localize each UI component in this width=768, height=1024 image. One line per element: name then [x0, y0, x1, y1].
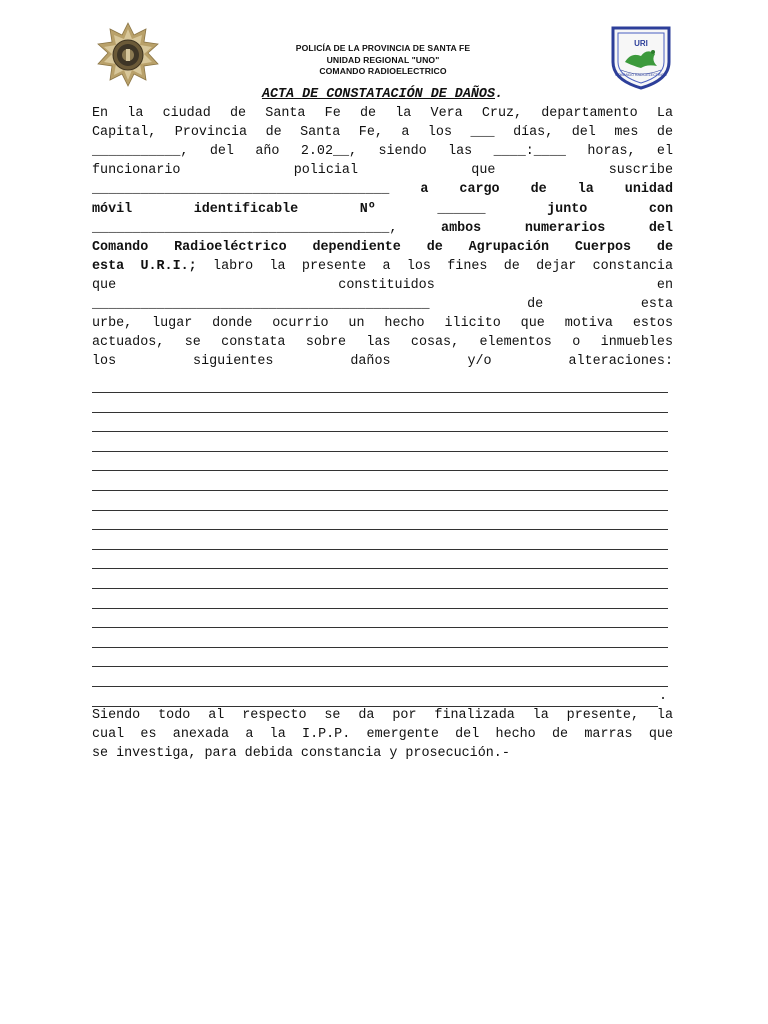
- blank-line[interactable]: [92, 530, 668, 550]
- damage-description-lines: [92, 373, 673, 706]
- blank-line[interactable]: [92, 609, 668, 629]
- blank-line[interactable]: [92, 569, 668, 589]
- blank-line[interactable]: [92, 413, 668, 433]
- final-blank-line: [92, 687, 673, 706]
- blank-line[interactable]: [92, 373, 668, 393]
- body-line: cual es anexada a la I.P.P. emergente del hecho de marras que: [92, 727, 673, 743]
- command-name: COMANDO RADIOELECTRICO: [319, 66, 447, 76]
- body-line: [92, 295, 673, 314]
- officer-name-blank[interactable]: _____________________________________: [92, 182, 390, 198]
- body-bold-text: esta U.R.I.;: [92, 258, 197, 274]
- right-logo-caption: COMANDO RADIOELECTRICO: [615, 73, 667, 77]
- document-body: [92, 85, 673, 763]
- body-bold-text: ambos numerarios del: [441, 220, 673, 236]
- body-line: [92, 219, 673, 238]
- blank-line[interactable]: [92, 471, 668, 491]
- body-bold-text: a cargo de la unidad: [420, 182, 673, 198]
- blank-line[interactable]: [92, 687, 658, 707]
- blank-line[interactable]: [92, 628, 668, 648]
- body-line: [92, 180, 673, 199]
- final-period: .: [659, 688, 668, 704]
- body-line: Comando Radioeléctrico dependiente de Agrupación Cuerpos de: [92, 239, 673, 255]
- body-line: [92, 257, 673, 276]
- body-text: labro la presente a los fines de dejar constancia: [213, 258, 673, 274]
- body-line: urbe, lugar donde ocurrio un hecho ilicito que motiva estos: [92, 316, 673, 332]
- title-text: ACTA DE CONSTATACIÓN DE DAÑOS: [261, 87, 495, 102]
- body-line: que constituidos en: [92, 277, 673, 293]
- body-line: En la ciudad de Santa Fe de la Vera Cruz, departamento La: [92, 106, 673, 122]
- blank-line[interactable]: [92, 511, 668, 531]
- right-logo-uri: URI: [634, 39, 648, 48]
- blank-line[interactable]: [92, 550, 668, 570]
- body-line: móvil identificable Nº ______ junto con: [92, 201, 673, 217]
- police-star-badge-icon: [90, 22, 166, 88]
- title-period: .: [495, 87, 504, 102]
- body-line: se investiga, para debida constancia y prosecución.-: [92, 746, 510, 762]
- body-line: funcionario policial que suscribe: [92, 163, 673, 179]
- body-line: actuados, se constata sobre las cosas, elementos o inmuebles: [92, 335, 673, 351]
- blank-line[interactable]: [92, 648, 668, 668]
- partner-name-blank[interactable]: _____________________________________,: [92, 220, 398, 236]
- closing-paragraph: [92, 706, 673, 763]
- institution-name: POLICÍA DE LA PROVINCIA DE SANTA FE: [295, 43, 471, 53]
- body-line: Siendo todo al respecto se da por finalizada la presente, la: [92, 708, 673, 723]
- uri-comando-radioelectrico-shield-icon: [607, 22, 675, 90]
- location-blank[interactable]: __________________________________________: [92, 297, 430, 313]
- body-text: de esta: [527, 297, 673, 313]
- blank-line[interactable]: [92, 491, 668, 511]
- blank-line[interactable]: [92, 432, 668, 452]
- body-line: los siguientes daños y/o alteraciones:: [92, 354, 673, 370]
- document-title: [92, 85, 673, 104]
- body-line: Capital, Provincia de Santa Fe, a los ___ días, del mes de: [92, 125, 673, 141]
- regional-unit: UNIDAD REGIONAL "UNO": [326, 54, 440, 65]
- letterhead: [0, 0, 768, 90]
- letterhead-text: [230, 43, 536, 78]
- blank-line[interactable]: [92, 452, 668, 472]
- body-line: ___________, del año 2.02__, siendo las ____:____ horas, el: [92, 144, 673, 160]
- blank-line[interactable]: [92, 589, 668, 609]
- blank-line[interactable]: [92, 667, 668, 687]
- blank-line[interactable]: [92, 393, 668, 413]
